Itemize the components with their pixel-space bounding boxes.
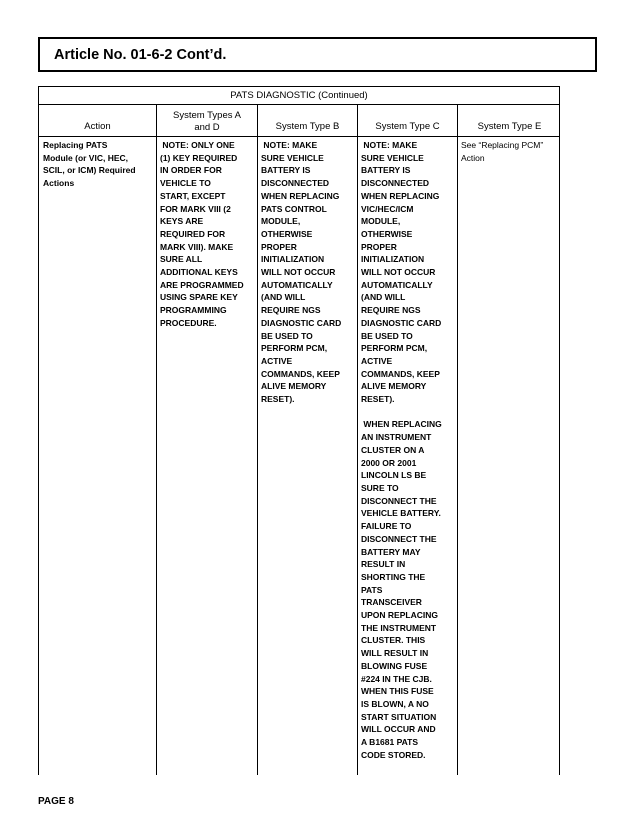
caption-divider (39, 104, 559, 105)
page-number: PAGE 8 (38, 796, 74, 807)
header-action: Action (84, 121, 111, 132)
pats-diagnostic-table (38, 86, 560, 775)
header-system-type-c: System Type C (375, 121, 440, 132)
column-divider-1 (156, 104, 157, 775)
column-divider-3 (357, 104, 358, 775)
cell-system-type-e: See “Replacing PCM” Action (461, 140, 544, 163)
table-caption: PATS DIAGNOSTIC (Continued) (230, 90, 368, 101)
article-title-box (38, 37, 597, 72)
cell-system-type-c: NOTE: MAKE SURE VEHICLE BATTERY IS DISCONNECTED WHEN REPLACING VIC/HEC/ICM MODULE, OTHERWISE PROPER INITIALIZATION WILL NOT OCCUR AUTOMATICALLY (AND WILL REQUIRE NGS DIAGNOSTIC CARD BE USED TO PERFORM PCM, ACTIVE COMMANDS, KEEP ALIVE MEMORY RESET). WHEN REPLACING AN INSTRUMENT CLUSTER ON A 2000 OR 2001 LINCOLN LS BE SURE TO DISCONNECT THE VEHICLE BATTERY. FAILURE TO DISCONNECT THE BATTERY MAY RESULT IN SHORTING THE PATS TRANSCEIVER UPON REPLACING THE INSTRUMENT CLUSTER. THIS WILL RESULT IN BLOWING FUSE #224 IN THE CJB. WHEN THIS FUSE IS BLOWN, A NO START SITUATION WILL OCCUR AND A B1681 PATS CODE STORED. (361, 140, 442, 760)
column-divider-4 (457, 104, 458, 775)
header-system-type-e: System Type E (477, 121, 542, 132)
header-divider (39, 136, 559, 137)
cell-system-type-b: NOTE: MAKE SURE VEHICLE BATTERY IS DISCONNECTED WHEN REPLACING PATS CONTROL MODULE, OTHERWISE PROPER INITIALIZATION WILL NOT OCCUR AUTOMATICALLY (AND WILL REQUIRE NGS DIAGNOSTIC CARD BE USED TO PERFORM PCM, ACTIVE COMMANDS, KEEP ALIVE MEMORY RESET). (261, 140, 342, 405)
header-system-type-b: System Type B (275, 121, 340, 132)
article-title: Article No. 01-6-2 Cont’d. (54, 47, 227, 63)
cell-action: Replacing PATS Module (or VIC, HEC, SCIL, or ICM) Required Actions (43, 140, 136, 189)
header-system-types-a-d: System Types A and D (173, 110, 241, 133)
table-top-border (39, 86, 559, 87)
cell-system-types-a-d: NOTE: ONLY ONE (1) KEY REQUIRED IN ORDER FOR VEHICLE TO START, EXCEPT FOR MARK VIII (2 KEYS ARE REQUIRED FOR MARK VIII). MAKE SURE ALL ADDITIONAL KEYS ARE PROGRAMMED USING SPARE KEY PROGRAMMING PROCEDURE. (160, 140, 244, 328)
column-divider-2 (257, 104, 258, 775)
